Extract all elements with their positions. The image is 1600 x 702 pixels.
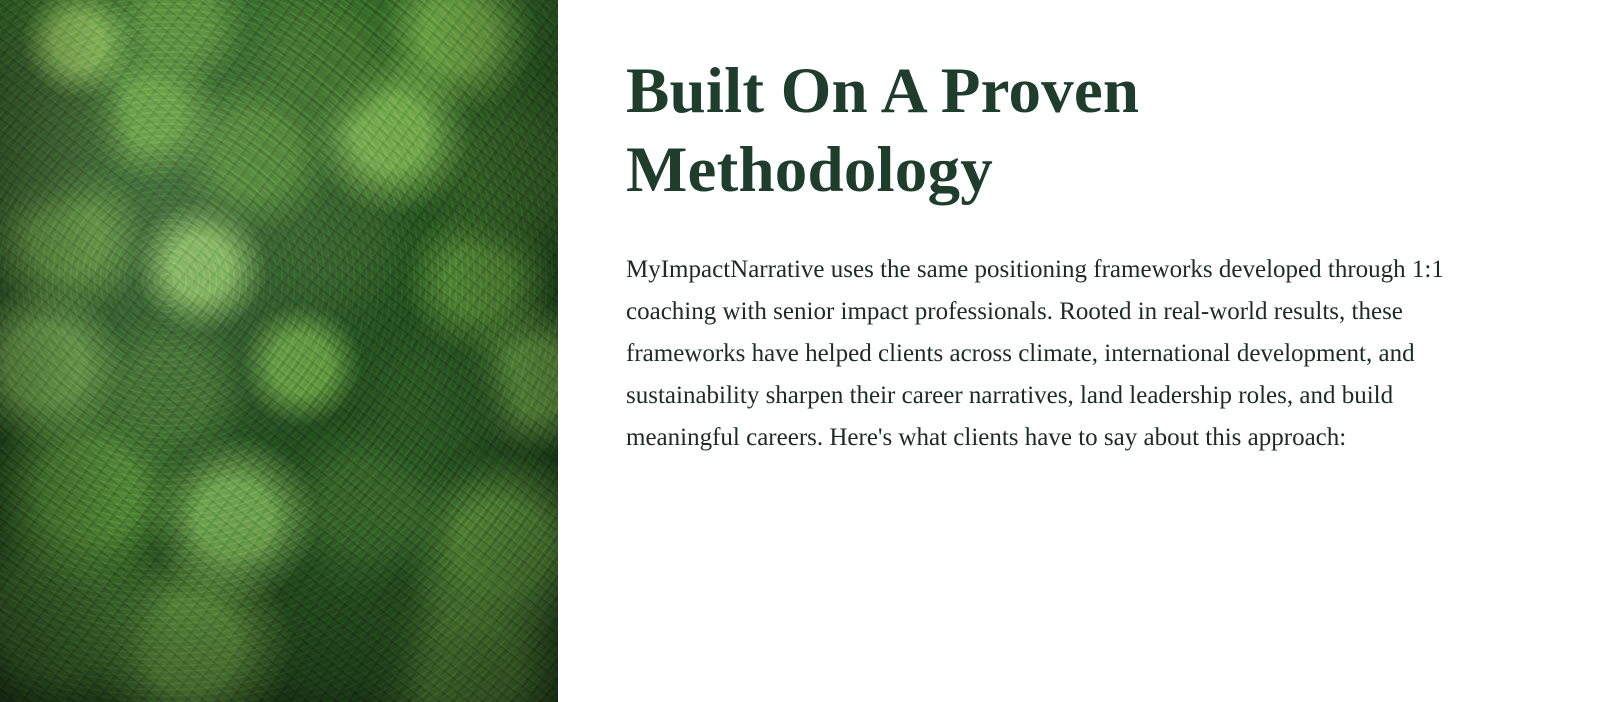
text-column (558, 0, 1600, 459)
canopy-shading-layer (0, 0, 558, 702)
forest-canopy-image (0, 0, 558, 702)
section-heading: Built On A Proven Methodology (626, 55, 1140, 207)
section-body-text: MyImpactNarrative uses the same positioning frameworks developed through 1:1 coaching with senior impact professionals. Rooted in real-world results, these frameworks have helped clients across climate, international development, and sustainability sharpen their career narratives, land leadership roles, and build meaningful careers. Here's what clients have to say about this approach: (626, 255, 1444, 451)
